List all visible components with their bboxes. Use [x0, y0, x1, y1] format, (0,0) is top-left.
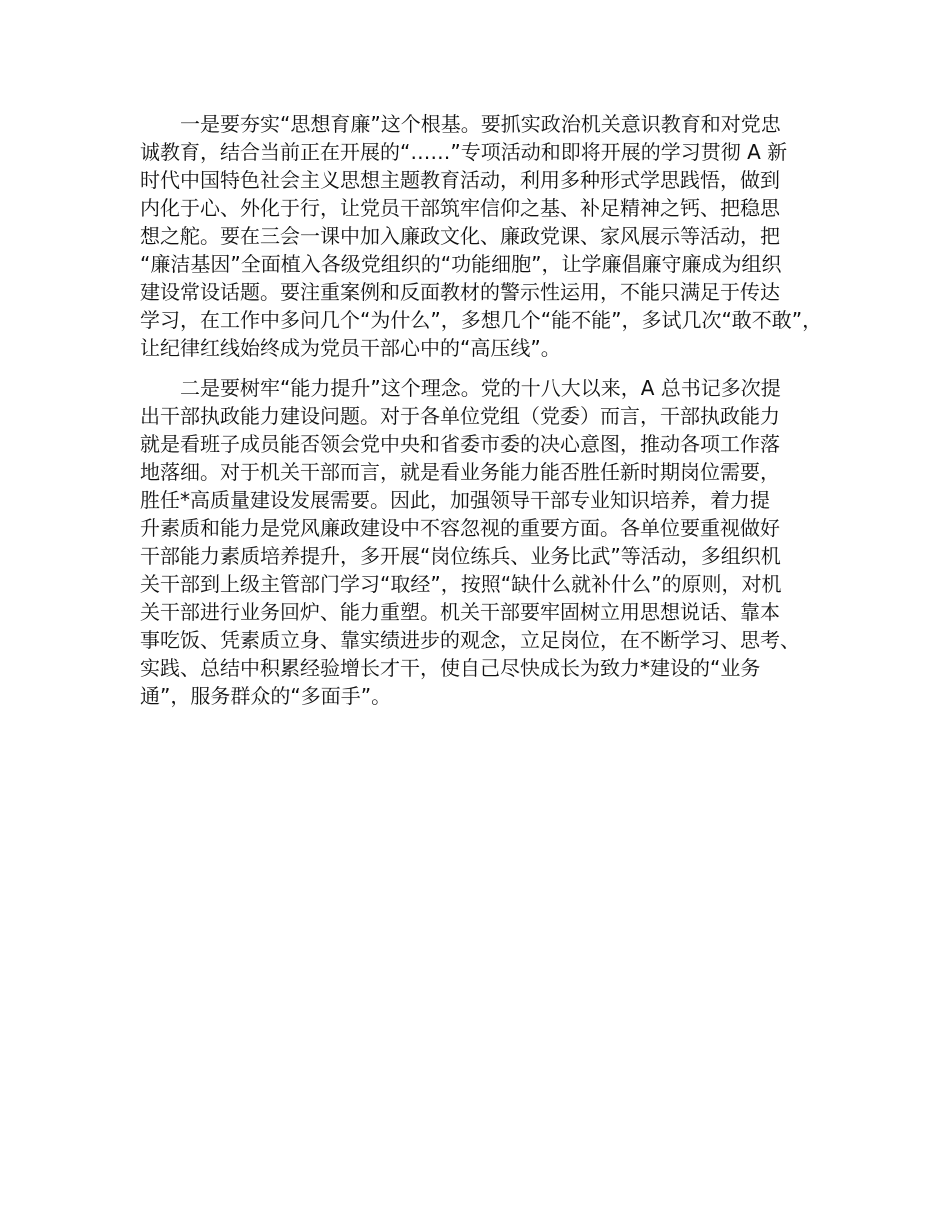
paragraph-line: 通”，服务群众的“多面手”。	[140, 684, 392, 708]
paragraph-line: “廉洁基因”全面植入各级党组织的“功能细胞”，让学廉倡廉守廉成为组织	[140, 252, 782, 276]
paragraph-spacer	[140, 362, 815, 374]
paragraph-line: 时代中国特色社会主义思想主题教育活动，利用多种形式学思践悟，做到	[140, 168, 780, 192]
paragraph-line: 学习，在工作中多问几个“为什么”，多想几个“能不能”，多试几次“敢不敢”，	[140, 308, 823, 332]
paragraph-line: 实践、总结中积累经验增长才干，使自己尽快成长为致力*建设的“业务	[140, 656, 761, 680]
paragraph-line: 关干部到上级主管部门学习“取经”，按照“缺什么就补什么”的原则，对机	[140, 572, 782, 596]
paragraph-line: 内化于心、外化于行，让党员干部筑牢信仰之基、补足精神之钙、把稳思	[140, 196, 780, 220]
paragraph-1	[140, 110, 823, 362]
paragraph-line: 事吃饭、凭素质立身、靠实绩进步的观念，立足岗位，在不断学习、思考、	[140, 628, 800, 652]
paragraph-line: 出干部执政能力建设问题。对于各单位党组（党委）而言，干部执政能力	[140, 404, 780, 428]
paragraph-2	[140, 374, 815, 710]
paragraph-line: 想之舵。要在三会一课中加入廉政文化、廉政党课、家风展示等活动，把	[140, 224, 780, 248]
paragraph-line: 地落细。对于机关干部而言，就是看业务能力能否胜任新时期岗位需要，	[140, 460, 780, 484]
paragraph-line: 让纪律红线始终成为党员干部心中的“高压线”。	[140, 336, 561, 360]
paragraph-line: 二是要树牢“能力提升”这个理念。党的十八大以来，A 总书记多次提	[140, 376, 781, 400]
paragraph-line: 诚教育，结合当前正在开展的“……”专项活动和即将开展的学习贯彻 A 新	[140, 140, 788, 164]
paragraph-line: 就是看班子成员能否领会党中央和省委市委的决心意图，推动各项工作落	[140, 432, 780, 456]
paragraph-line: 干部能力素质培养提升，多开展“岗位练兵、业务比武”等活动，多组织机	[140, 544, 781, 568]
paragraph-line: 升素质和能力是党风廉政建设中不容忽视的重要方面。各单位要重视做好	[140, 516, 780, 540]
document-body	[140, 110, 823, 710]
paragraph-line: 一是要夯实“思想育廉”这个根基。要抓实政治机关意识教育和对党忠	[140, 112, 781, 136]
paragraph-line: 建设常设话题。要注重案例和反面教材的警示性运用，不能只满足于传达	[140, 280, 780, 304]
paragraph-line: 胜任*高质量建设发展需要。因此，加强领导干部专业知识培养，着力提	[140, 488, 770, 512]
paragraph-line: 关干部进行业务回炉、能力重塑。机关干部要牢固树立用思想说话、靠本	[140, 600, 780, 624]
